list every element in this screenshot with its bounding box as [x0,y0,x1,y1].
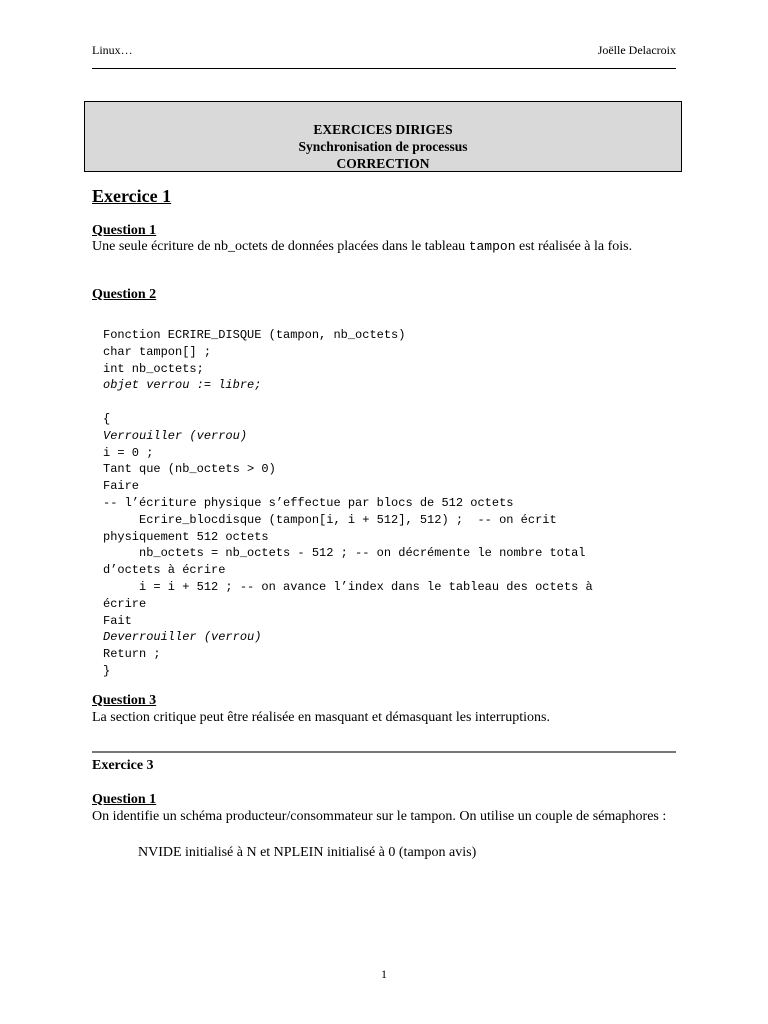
code-line: Verrouiller (verrou) [103,428,248,443]
ex1-question-1-heading: Question 1 [92,223,157,238]
code-line: objet verrou := libre; [103,378,262,393]
ex1-q1-code-word: tampon [468,239,516,254]
code-line: nb_octets = nb_octets - 512 ; -- on décrémente le nombre total [103,546,586,561]
code-line: i = 0 ; [103,445,154,460]
code-line: Fait [103,613,132,628]
code-line: Ecrire_blocdisque (tampon[i, i + 512], 512) ; -- on écrit [103,512,557,527]
title-box [84,101,682,172]
title-line-1: EXERCICES DIRIGES [313,122,453,137]
ex1-question-3-heading: Question 3 [92,693,157,708]
code-line: } [103,663,111,678]
code-line: { [103,411,111,426]
code-line: int nb_octets; [103,361,204,376]
ex3-question-1-heading: Question 1 [92,792,157,807]
code-line: Deverrouiller (verrou) [103,630,262,645]
exercise-3-heading: Exercice 3 [92,758,154,773]
ex1-q1-text-before: Une seule écriture de nb_octets de données placées dans le tableau [92,239,469,254]
code-line: physiquement 512 octets [103,529,269,544]
code-line: Faire [103,479,140,494]
ex3-question-1-text: On identifie un schéma producteur/consommateur sur le tampon. On utilise un couple de sémaphores : [92,809,667,824]
code-line: d’octets à écrire [103,563,226,578]
code-line: -- l’écriture physique s’effectue par blocs de 512 octets [103,495,514,510]
code-line: Return ; [103,647,161,662]
section-divider [92,751,676,753]
ex1-question-3-text: La section critique peut être réalisée en masquant et démasquant les interruptions. [92,710,550,725]
code-line: i = i + 512 ; -- on avance l’index dans le tableau des octets à [103,579,593,594]
header-left-text: Linux… [92,43,133,57]
ex1-question-2-heading: Question 2 [92,287,157,302]
ex1-q1-text-after: est réalisée à la fois. [515,239,633,254]
title-line-3: CORRECTION [336,156,430,171]
header-author: Joëlle Delacroix [597,43,676,57]
code-line: écrire [103,596,147,611]
ex3-question-1-indented-line: NVIDE initialisé à N et NPLEIN initialisé à 0 (tampon avis) [138,845,477,860]
code-line: Fonction ECRIRE_DISQUE (tampon, nb_octets) [103,328,406,342]
title-line-2: Synchronisation de processus [298,139,468,154]
ex1-question-1-text [92,238,676,255]
exercise-1-heading: Exercice 1 [92,186,172,206]
header-divider [92,68,676,69]
page-number: 1 [381,967,387,981]
code-line: Tant que (nb_octets > 0) [103,462,276,477]
code-line: char tampon[] ; [103,344,212,359]
ex1-q2-code-block [103,327,593,680]
